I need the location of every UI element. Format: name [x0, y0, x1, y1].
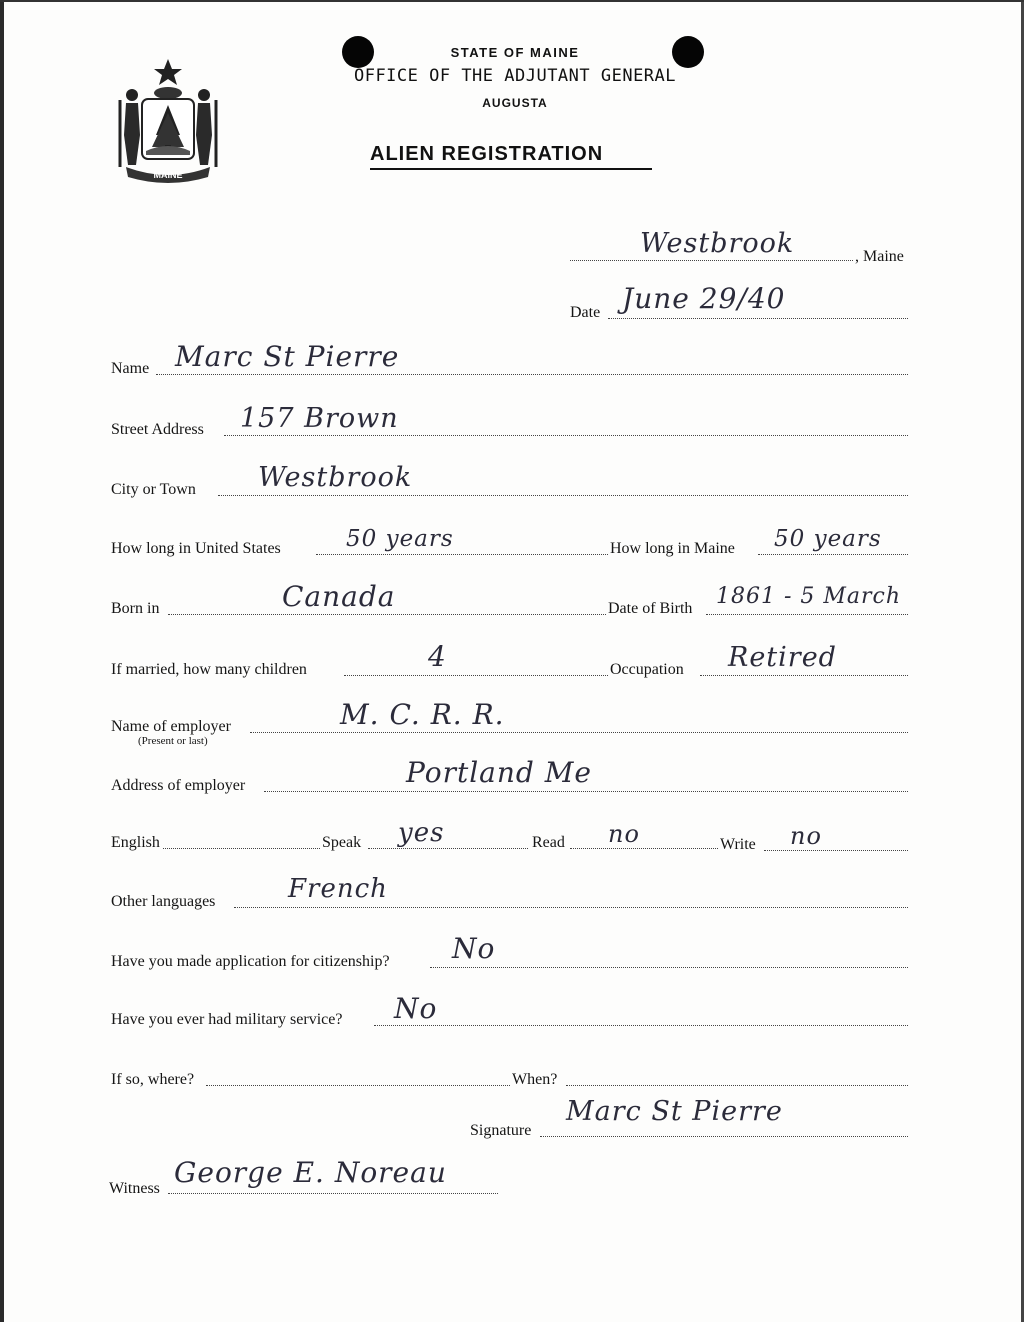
military-value[interactable]: No	[394, 992, 438, 1025]
employer-label: Name of employer	[111, 718, 231, 735]
employer-line	[250, 732, 908, 733]
write-label: Write	[720, 836, 756, 853]
date-line	[608, 318, 908, 319]
speak-line	[368, 848, 528, 849]
children-label: If married, how many children	[111, 661, 307, 678]
military-label: Have you ever had military service?	[111, 1011, 343, 1028]
born-in-value[interactable]: Canada	[282, 580, 396, 613]
if-so-where-line	[206, 1085, 510, 1086]
name-label: Name	[111, 360, 150, 377]
citizenship-value[interactable]: No	[452, 932, 496, 965]
other-languages-label: Other languages	[111, 893, 216, 910]
street-line	[224, 435, 908, 436]
english-line	[163, 848, 320, 849]
speak-label: Speak	[322, 834, 362, 851]
how-long-us-label: How long in United States	[111, 540, 281, 557]
military-line	[374, 1025, 908, 1026]
title-underline	[370, 168, 652, 170]
english-label: English	[111, 834, 160, 851]
how-long-maine-label: How long in Maine	[610, 540, 735, 557]
header-city: AUGUSTA	[482, 96, 548, 110]
born-in-line	[168, 614, 606, 615]
date-value[interactable]: June 29/40	[622, 282, 786, 315]
employer-value[interactable]: M. C. R. R.	[340, 698, 505, 731]
header-office: OFFICE OF THE ADJUTANT GENERAL	[353, 66, 677, 86]
children-line	[344, 675, 608, 676]
signature-line	[540, 1136, 908, 1137]
employer-address-value[interactable]: Portland Me	[406, 756, 592, 789]
date-of-birth-label: Date of Birth	[608, 600, 693, 617]
when-label: When?	[512, 1071, 558, 1088]
employer-address-label: Address of employer	[111, 777, 246, 794]
how-long-maine-value[interactable]: 50 years	[774, 526, 882, 552]
city-line	[218, 495, 908, 496]
children-value[interactable]: 4	[428, 640, 447, 673]
occupation-value[interactable]: Retired	[728, 642, 837, 673]
city-value[interactable]: Westbrook	[258, 462, 413, 493]
scan-edge-left	[0, 0, 4, 1322]
write-line	[764, 850, 908, 851]
read-value[interactable]: no	[608, 820, 640, 848]
date-of-birth-line	[706, 614, 908, 615]
witness-label: Witness	[109, 1180, 160, 1197]
witness-line	[168, 1193, 498, 1194]
scan-edge-top	[0, 0, 1024, 2]
maine-state-seal-icon	[112, 55, 224, 185]
citizenship-line	[430, 967, 908, 968]
employer-note: (Present or last)	[138, 735, 208, 747]
citizenship-label: Have you made application for citizenship?	[111, 953, 390, 970]
how-long-us-value[interactable]: 50 years	[346, 526, 454, 552]
form-title: ALIEN REGISTRATION	[370, 143, 604, 165]
header-state: STATE OF MAINE	[450, 45, 580, 60]
street-label: Street Address	[111, 421, 204, 438]
employer-address-line	[264, 791, 908, 792]
town-value[interactable]: Westbrook	[640, 228, 795, 259]
signature-label: Signature	[470, 1122, 532, 1139]
other-languages-value[interactable]: French	[288, 874, 388, 904]
how-long-us-line	[316, 554, 608, 555]
city-label: City or Town	[111, 481, 196, 498]
other-languages-line	[234, 907, 908, 908]
how-long-maine-line	[758, 554, 908, 555]
name-line	[156, 374, 908, 375]
when-line	[566, 1085, 908, 1086]
signature-value[interactable]: Marc St Pierre	[566, 1096, 783, 1127]
date-label: Date	[570, 304, 601, 321]
speak-value[interactable]: yes	[398, 818, 445, 848]
if-so-where-label: If so, where?	[111, 1071, 195, 1088]
street-value[interactable]: 157 Brown	[240, 403, 399, 434]
occupation-label: Occupation	[610, 661, 684, 678]
name-value[interactable]: Marc St Pierre	[175, 340, 400, 373]
maine-label: , Maine	[855, 248, 904, 265]
read-label: Read	[532, 834, 565, 851]
town-line	[570, 260, 853, 261]
occupation-line	[700, 675, 908, 676]
seal-motto: MAINE	[153, 170, 183, 180]
write-value[interactable]: no	[790, 822, 822, 850]
read-line	[570, 848, 718, 849]
date-of-birth-value[interactable]: 1861 - 5 March	[716, 584, 902, 609]
witness-value[interactable]: George E. Noreau	[174, 1156, 447, 1189]
born-in-label: Born in	[111, 600, 160, 617]
